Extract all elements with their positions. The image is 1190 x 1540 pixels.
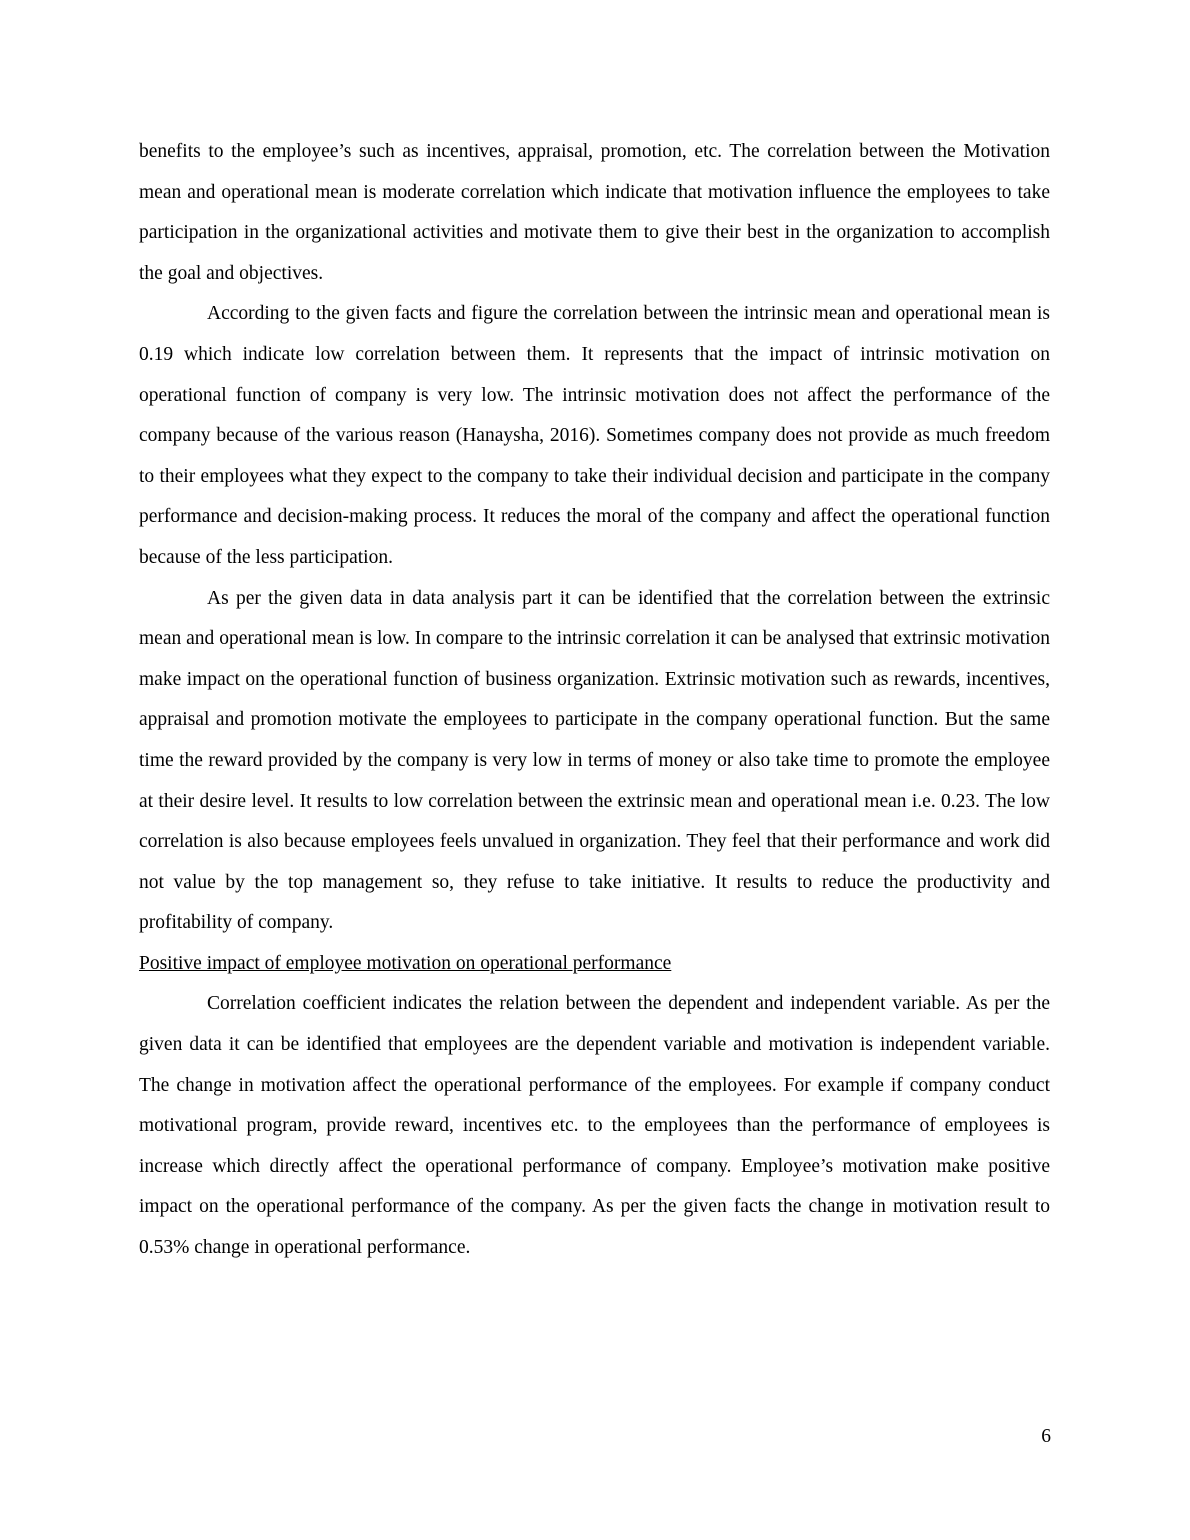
paragraph: benefits to the employee’s such as incentives, appraisal, promotion, etc. The correlation between the Motivation mean and operational mean is moderate correlation which indicate that motivation influence the employees to take participation in the organizational activities and motivate them to give their best in the organization to accomplish the goal and objectives. (139, 141, 1050, 284)
page-number: 6 (1041, 1425, 1051, 1447)
page-body (139, 132, 1050, 1269)
paragraph: Correlation coefficient indicates the relation between the dependent and independent variable. As per the given data it can be identified that employees are the dependent variable and motivation is independent variable. The change in motivation affect the operational performance of the employees. For example if company conduct motivational program, provide reward, incentives etc. to the employees than the performance of employees is increase which directly affect the operational performance of company. Employee’s motivation make positive impact on the operational performance of the company. As per the given facts the change in motivation result to 0.53% change in operational performance. (139, 993, 1050, 1259)
paragraph: According to the given facts and figure the correlation between the intrinsic mean and operational mean is 0.19 which indicate low correlation between them. It represents that the impact of intrinsic motivation on operational function of company is very low. The intrinsic motivation does not affect the performance of the company because of the various reason (Hanaysha, 2016). Sometimes company does not provide as much freedom to their employees what they expect to the company to take their individual decision and participate in the company performance and decision-making process. It reduces the moral of the company and affect the operational function because of the less participation. (139, 303, 1050, 568)
paragraph: As per the given data in data analysis part it can be identified that the correlation between the extrinsic mean and operational mean is low. In compare to the intrinsic correlation it can be analysed that extrinsic motivation make impact on the operational function of business organization. Extrinsic motivation such as rewards, incentives, appraisal and promotion motivate the employees to participate in the company operational function. But the same time the reward provided by the company is very low in terms of money or also take time to promote the employee at their desire level. It results to low correlation between the extrinsic mean and operational mean i.e. 0.23. The low correlation is also because employees feels unvalued in organization. They feel that their performance and work did not value by the top management so, they refuse to take initiative. It results to reduce the productivity and profitability of company. (139, 587, 1050, 934)
section-heading: Positive impact of employee motivation on operational performance (139, 952, 672, 974)
